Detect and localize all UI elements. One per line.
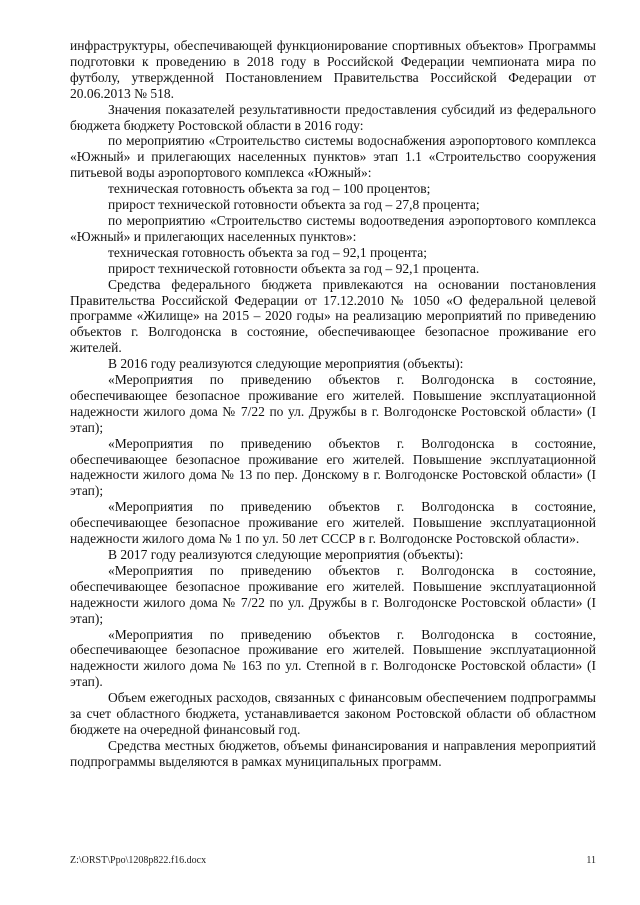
paragraph: прирост технической готовности объекта за год – 92,1 процента. (108, 260, 480, 276)
document-body (70, 38, 596, 770)
file-path: Z:\ORST\Ppo\1208p822.f16.docx (70, 855, 207, 866)
paragraph: Значения показателей результативности предоставления субсидий из федерального бюджета бюджету Ростовской области в 2016 году: (70, 101, 596, 133)
paragraph: «Мероприятия по приведению объектов г. Волгодонска в состояние, обеспечивающее безопасное проживание его жителей. Повышение эксплуатационной надежности жилого дома № 163 по ул. Степной в г. Волгодонске Ростовской области» (I этап). (70, 626, 596, 690)
paragraph: В 2017 году реализуются следующие мероприятия (объекты): (108, 547, 464, 562)
paragraph: техническая готовность объекта за год – 92,1 процента; (108, 244, 427, 260)
paragraph: Средства местных бюджетов, объемы финансирования и направления мероприятий подпрограммы выделяются в рамках муниципальных программ. (70, 737, 596, 769)
paragraph: инфраструктуры, обеспечивающей функционирование спортивных объектов» Программы подготовки к проведению в 2018 году в Российской Федерации чемпионата мира по футболу, утвержденной Постановлением Правительства Российской Федерации от 20.06.2013 № 518. (70, 38, 596, 101)
paragraph: Объем ежегодных расходов, связанных с финансовым обеспечением подпрограммы за счет областного бюджета, устанавливается законом Ростовской области об областном бюджете на очередной финансовый год. (70, 690, 596, 737)
paragraph: В 2016 году реализуются следующие мероприятия (объекты): (108, 356, 464, 372)
paragraph: по мероприятию «Строительство системы водоснабжения аэропортового комплекса «Южный» и прилегающих населенных пунктов» этап 1.1 «Строительство сооружения питьевой воды аэропортового комплекса «Южный»: (70, 133, 596, 181)
paragraph: «Мероприятия по приведению объектов г. Волгодонска в состояние, обеспечивающее безопасное проживание его жителей. Повышение эксплуатационной надежности жилого дома № 7/22 по ул. Дружбы в г. Волгодонске Ростовской области» (I этап); (70, 372, 596, 435)
paragraph: Средства федерального бюджета привлекаются на основании постановления Правительства Российской Федерации от 17.12.2010 № 1050 «О федеральной целевой программе «Жилище» на 2015 – 2020 годы» на реализацию мероприятий по приведению объектов г. Волгодонска в состояние, обеспечивающее безопасное проживание его жителей. (70, 276, 596, 356)
page-number: 11 (586, 855, 596, 866)
paragraph: «Мероприятия по приведению объектов г. Волгодонска в состояние, обеспечивающее безопасное проживание его жителей. Повышение эксплуатационной надежности жилого дома № 7/22 по ул. Дружбы в г. Волгодонске Ростовской области» (I этап); (70, 562, 596, 626)
paragraph: «Мероприятия по приведению объектов г. Волгодонска в состояние, обеспечивающее безопасное проживание его жителей. Повышение эксплуатационной надежности жилого дома № 13 по пер. Донскому в г. Волгодонске Ростовской области» (I этап); (70, 435, 596, 499)
paragraph: по мероприятию «Строительство системы водоотведения аэропортового комплекса «Южный» и прилегающих населенных пунктов»: (70, 212, 596, 244)
paragraph: техническая готовность объекта за год – 100 процентов; (108, 181, 431, 197)
paragraph: «Мероприятия по приведению объектов г. Волгодонска в состояние, обеспечивающее безопасное проживание его жителей. Повышение эксплуатационной надежности жилого дома № 1 по ул. 50 лет СССР в г. Волгодонске Ростовской области». (70, 499, 596, 547)
paragraph: прирост технической готовности объекта за год – 27,8 процента; (108, 197, 480, 213)
